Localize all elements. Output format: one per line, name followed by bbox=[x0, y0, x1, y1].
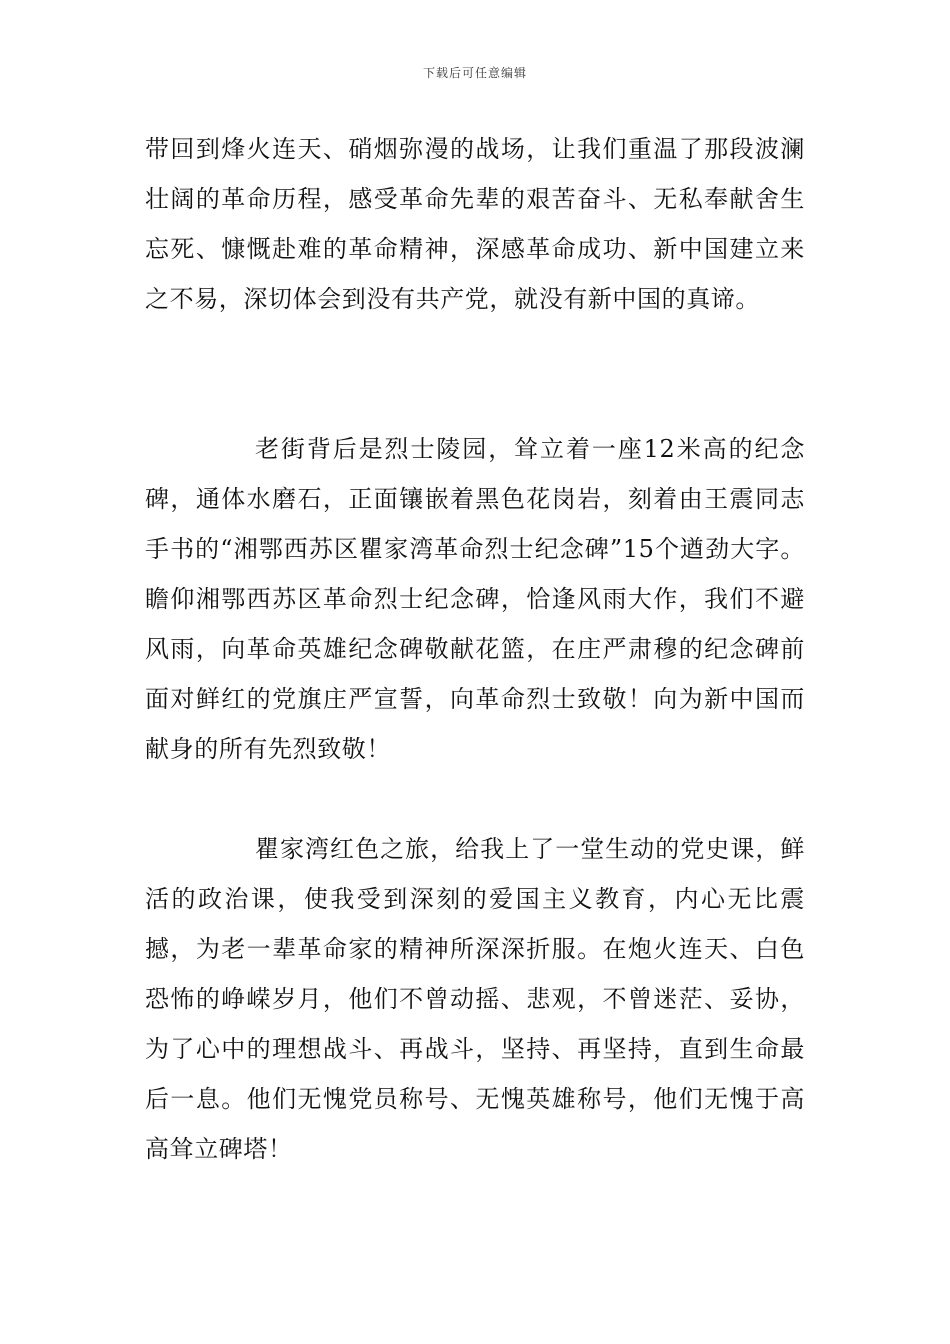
paragraph-continuation: 带回到烽火连天、硝烟弥漫的战场，让我们重温了那段波澜壮阔的革命历程，感受革命先辈的艰苦奋斗、无私奉献舍生忘死、慷慨赴难的革命精神，深感革命成功、新中国建立来之不易，深切体会到没有共产党，就没有新中国的真谛。 bbox=[145, 135, 805, 313]
paragraph-reflection: 瞿家湾红色之旅，给我上了一堂生动的党史课，鲜活的政治课，使我受到深刻的爱国主义教育，内心无比震撼，为老一辈革命家的精神所深深折服。在炮火连天、白色恐怖的峥嵘岁月，他们不曾动摇、悲观，不曾迷茫、妥协，为了心中的理想战斗、再战斗，坚持、再坚持，直到生命最后一息。他们无愧党员称号、无愧英雄称号，他们无愧于高高耸立碑塔！ bbox=[145, 835, 805, 1163]
paragraph-memorial: 老街背后是烈士陵园，耸立着一座12米高的纪念碑，通体水磨石，正面镶嵌着黑色花岗岩，刻着由王震同志手书的“湘鄂西苏区瞿家湾革命烈士纪念碑”15个遒劲大字。瞻仰湘鄂西苏区革命烈士纪念碑，恰逢风雨大作，我们不避风雨，向革命英雄纪念碑敬献花篮，在庄严肃穆的纪念碑前面对鲜红的党旗庄严宣誓，向革命烈士致敬！向为新中国而献身的所有先烈致敬！ bbox=[145, 435, 805, 763]
header-note: 下载后可任意编辑 bbox=[422, 66, 527, 80]
